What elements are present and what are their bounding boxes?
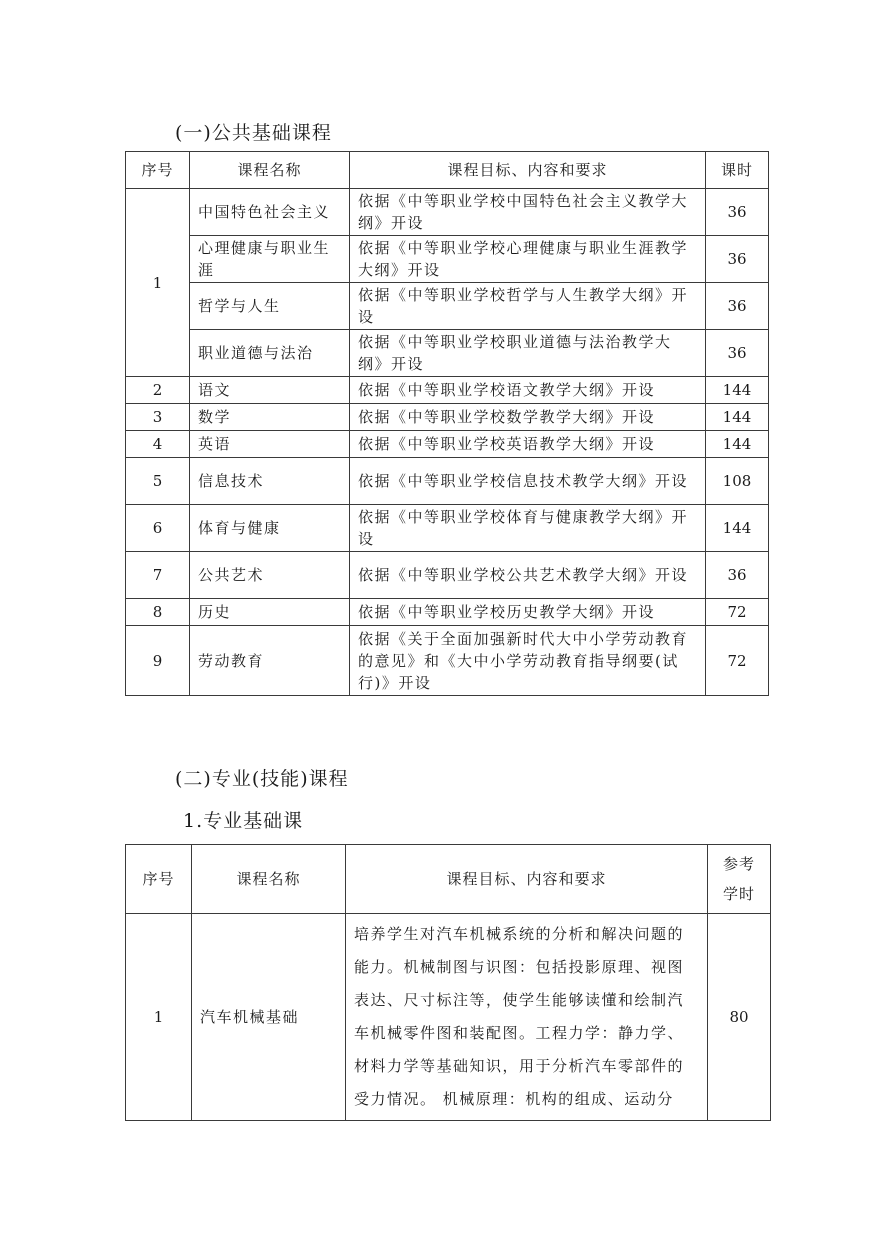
- header-hours: 课时: [706, 152, 769, 189]
- row-no: 2: [126, 377, 190, 404]
- course-desc: 依据《中等职业学校历史教学大纲》开设: [350, 599, 706, 626]
- course-hours: 144: [706, 431, 769, 458]
- course-name: 数学: [190, 404, 350, 431]
- course-desc: 依据《中等职业学校英语教学大纲》开设: [350, 431, 706, 458]
- course-hours: 36: [706, 552, 769, 599]
- course-hours: 36: [706, 236, 769, 283]
- row-no: 5: [126, 458, 190, 505]
- section2-heading: (二)专业(技能)课程: [175, 768, 349, 790]
- course-desc: 依据《中等职业学校语文教学大纲》开设: [350, 377, 706, 404]
- row-no: 7: [126, 552, 190, 599]
- course-name: 公共艺术: [190, 552, 350, 599]
- course-desc: 依据《中等职业学校数学教学大纲》开设: [350, 404, 706, 431]
- course-name: 职业道德与法治: [190, 330, 350, 377]
- row-no: 3: [126, 404, 190, 431]
- row-no: 9: [126, 626, 190, 696]
- course-hours: 144: [706, 505, 769, 552]
- header-desc: 课程目标、内容和要求: [346, 845, 708, 914]
- table-header-row: [126, 152, 769, 189]
- course-desc: 依据《中等职业学校职业道德与法治教学大纲》开设: [350, 330, 706, 377]
- course-name: 信息技术: [190, 458, 350, 505]
- header-no: 序号: [126, 152, 190, 189]
- course-desc: 培养学生对汽车机械系统的分析和解决问题的能力。机械制图与识图：包括投影原理、视图表达、尺寸标注等，使学生能够读懂和绘制汽车机械零件图和装配图。工程力学：静力学、材料力学等基础知识，用于分析汽车零部件的受力情况。 机械原理：机构的组成、运动分: [346, 914, 708, 1121]
- course-name: 哲学与人生: [190, 283, 350, 330]
- course-desc: 依据《中等职业学校中国特色社会主义教学大纲》开设: [350, 189, 706, 236]
- course-desc: 依据《中等职业学校公共艺术教学大纲》开设: [350, 552, 706, 599]
- header-name: 课程名称: [190, 152, 350, 189]
- section1-heading: (一)公共基础课程: [175, 122, 332, 144]
- section2-subheading: 1.专业基础课: [183, 810, 304, 832]
- table-row: [126, 236, 769, 283]
- row-no: 1: [126, 189, 190, 377]
- course-name: 中国特色社会主义: [190, 189, 350, 236]
- professional-courses-table: [125, 844, 771, 1121]
- table-row: [126, 431, 769, 458]
- course-desc: 依据《中等职业学校心理健康与职业生涯教学大纲》开设: [350, 236, 706, 283]
- course-hours: 72: [706, 599, 769, 626]
- course-name: 体育与健康: [190, 505, 350, 552]
- course-hours: 108: [706, 458, 769, 505]
- row-no: 8: [126, 599, 190, 626]
- table-header-row: [126, 845, 771, 914]
- table-row: [126, 599, 769, 626]
- header-no: 序号: [126, 845, 192, 914]
- course-name: 心理健康与职业生涯: [190, 236, 350, 283]
- table-row: [126, 914, 771, 1121]
- table-row: [126, 189, 769, 236]
- course-name: 劳动教育: [190, 626, 350, 696]
- table-row: [126, 458, 769, 505]
- course-hours: 144: [706, 404, 769, 431]
- course-hours: 144: [706, 377, 769, 404]
- course-hours: 36: [706, 283, 769, 330]
- course-name: 英语: [190, 431, 350, 458]
- header-desc: 课程目标、内容和要求: [350, 152, 706, 189]
- table-row: [126, 505, 769, 552]
- table-row: [126, 552, 769, 599]
- header-hours-line2: 学时: [722, 885, 755, 903]
- course-name: 历史: [190, 599, 350, 626]
- course-name: 汽车机械基础: [192, 914, 346, 1121]
- row-no: 6: [126, 505, 190, 552]
- table-row: [126, 330, 769, 377]
- public-courses-table: [125, 151, 769, 696]
- row-no: 4: [126, 431, 190, 458]
- table-row: [126, 283, 769, 330]
- header-hours-line1: 参考: [722, 855, 755, 873]
- course-hours: 36: [706, 330, 769, 377]
- row-no: 1: [126, 914, 192, 1121]
- course-hours: 80: [708, 914, 771, 1121]
- course-name: 语文: [190, 377, 350, 404]
- header-name: 课程名称: [192, 845, 346, 914]
- course-hours: 72: [706, 626, 769, 696]
- header-hours: [708, 845, 771, 914]
- table-row: [126, 404, 769, 431]
- course-desc: 依据《中等职业学校信息技术教学大纲》开设: [350, 458, 706, 505]
- table-row: [126, 377, 769, 404]
- course-desc: 依据《关于全面加强新时代大中小学劳动教育的意见》和《大中小学劳动教育指导纲要(试行)》开设: [350, 626, 706, 696]
- course-hours: 36: [706, 189, 769, 236]
- course-desc: 依据《中等职业学校体育与健康教学大纲》开设: [350, 505, 706, 552]
- course-desc: 依据《中等职业学校哲学与人生教学大纲》开设: [350, 283, 706, 330]
- table-row: [126, 626, 769, 696]
